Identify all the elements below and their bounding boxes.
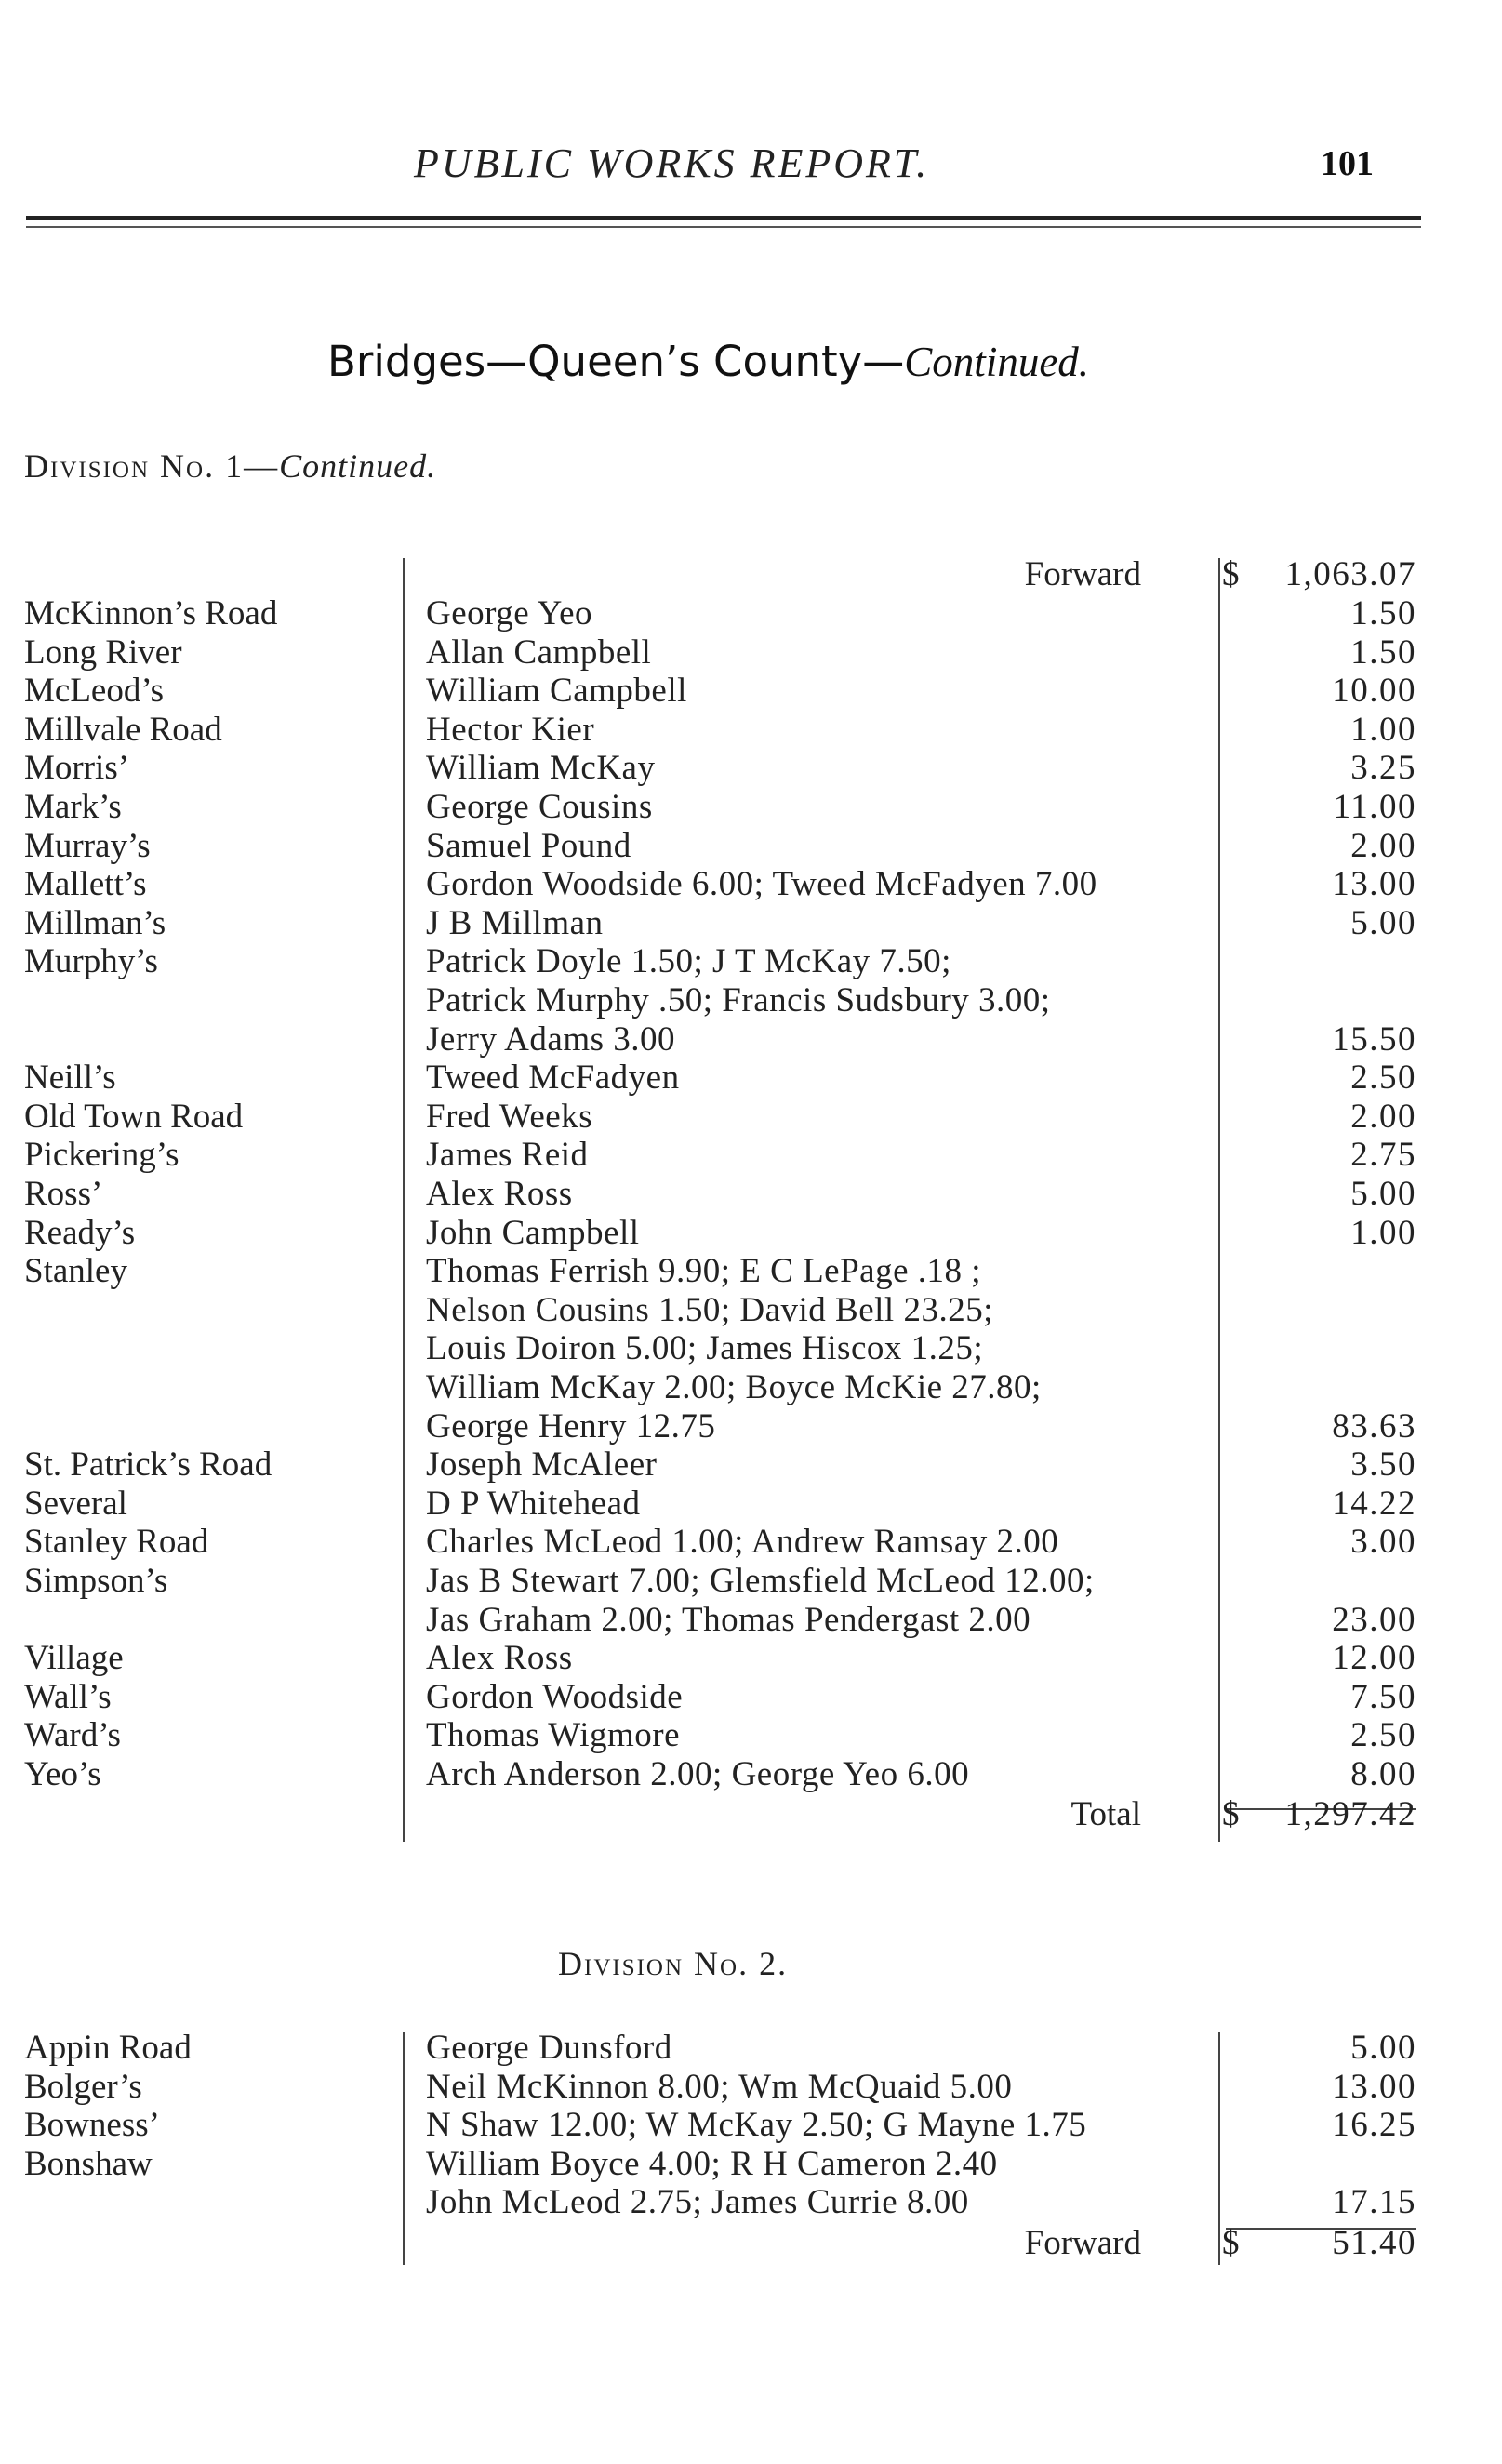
- bridge-name: Yeo’s: [24, 1755, 101, 1793]
- table-row: [0, 1562, 1502, 1601]
- section-title-continued: Continued.: [904, 339, 1090, 385]
- table-row: [0, 1175, 1502, 1214]
- forward-row: [0, 2224, 1502, 2263]
- payee-names: J B Millman: [426, 903, 604, 942]
- bridge-name: Stanley Road: [24, 1523, 209, 1562]
- amount: 1.50: [1350, 633, 1416, 672]
- amount: 3.50: [1350, 1445, 1416, 1485]
- table-row: [0, 1368, 1502, 1407]
- forward-label: Forward: [1024, 555, 1141, 593]
- payee-names: Jerry Adams 3.00: [426, 1019, 675, 1059]
- bridge-name: Ward’s: [24, 1716, 121, 1755]
- table-row: [0, 1059, 1502, 1098]
- payee-names: Charles McLeod 1.00; Andrew Ramsay 2.00: [426, 1523, 1059, 1562]
- bridge-name: Mallett’s: [24, 865, 147, 904]
- amount: 23.00: [1332, 1600, 1416, 1639]
- amount: 14.22: [1332, 1484, 1416, 1523]
- bridge-name: Simpson’s: [24, 1562, 168, 1600]
- amount: 16.25: [1332, 2106, 1416, 2145]
- payee-names: Gordon Woodside 6.00; Tweed McFadyen 7.00: [426, 865, 1097, 904]
- payee-names: Hector Kier: [426, 710, 595, 749]
- amount: 5.00: [1350, 1175, 1416, 1213]
- total-amount: 1,297.42: [1284, 1794, 1416, 1833]
- header-rule: [26, 216, 1421, 220]
- table-row: [0, 1523, 1502, 1562]
- payee-names: Samuel Pound: [426, 826, 631, 865]
- table-row: [0, 749, 1502, 788]
- table-row: [0, 2106, 1502, 2145]
- payee-names: Jas B Stewart 7.00; Glemsfield McLeod 12.00;: [426, 1562, 1095, 1600]
- payee-names: Joseph McAleer: [426, 1445, 658, 1485]
- amount: 5.00: [1350, 903, 1416, 942]
- division-1-continued: Continued.: [279, 447, 437, 485]
- payee-names: Patrick Murphy .50; Francis Sudsbury 3.00;: [426, 981, 1051, 1019]
- section-title: [327, 337, 1089, 386]
- division-2-heading: Division No. 2.: [558, 1945, 789, 1982]
- amount: 12.00: [1332, 1639, 1416, 1678]
- dollar-sign: $: [1222, 2224, 1240, 2262]
- amount: 2.00: [1350, 826, 1416, 865]
- table-row: [0, 1601, 1502, 1640]
- table-row: [0, 1098, 1502, 1137]
- table-row: [0, 711, 1502, 750]
- table-row: [0, 1755, 1502, 1794]
- bridge-name: Bonshaw: [24, 2144, 153, 2183]
- amount: 83.63: [1332, 1406, 1416, 1445]
- payee-names: Jas Graham 2.00; Thomas Pendergast 2.00: [426, 1600, 1031, 1639]
- amount: 3.00: [1350, 1523, 1416, 1562]
- bridge-name: Morris’: [24, 749, 130, 788]
- table-row: [0, 1485, 1502, 1524]
- forward-amount: 1,063.07: [1284, 555, 1416, 593]
- payee-names: Arch Anderson 2.00; George Yeo 6.00: [426, 1755, 970, 1793]
- dollar-sign: $: [1222, 1794, 1240, 1833]
- payee-names: N Shaw 12.00; W McKay 2.50; G Mayne 1.75: [426, 2106, 1087, 2145]
- dollar-sign: $: [1222, 555, 1240, 593]
- table-row: [0, 904, 1502, 943]
- amount: 1.00: [1350, 710, 1416, 749]
- payee-names: D P Whitehead: [426, 1484, 641, 1523]
- bridge-name: Murphy’s: [24, 942, 158, 981]
- bridge-name: Murray’s: [24, 826, 151, 865]
- forward-amount: 51.40: [1332, 2224, 1416, 2262]
- payee-names: William Boyce 4.00; R H Cameron 2.40: [426, 2144, 998, 2183]
- bridge-name: Stanley: [24, 1252, 127, 1291]
- amount: 5.00: [1350, 2029, 1416, 2067]
- payee-names: Louis Doiron 5.00; James Hiscox 1.25;: [426, 1329, 984, 1368]
- page-number: 101: [1321, 144, 1374, 183]
- bridge-name: Bowness’: [24, 2106, 160, 2145]
- table-row: [0, 1678, 1502, 1717]
- payee-names: William Campbell: [426, 672, 687, 711]
- table-row: [0, 788, 1502, 827]
- table-row: [0, 1407, 1502, 1446]
- bridge-name: Ross’: [24, 1175, 103, 1213]
- amount: 2.00: [1350, 1097, 1416, 1136]
- bridge-name: St. Patrick’s Road: [24, 1445, 272, 1485]
- payee-names: Alex Ross: [426, 1175, 573, 1213]
- bridge-name: Mark’s: [24, 788, 122, 826]
- amount: 8.00: [1350, 1755, 1416, 1793]
- payee-names: Allan Campbell: [426, 633, 652, 672]
- total-row: [0, 1795, 1502, 1834]
- bridge-name: Neill’s: [24, 1059, 116, 1098]
- table-row: [0, 981, 1502, 1020]
- table-row: [0, 2068, 1502, 2107]
- payee-names: Nelson Cousins 1.50; David Bell 23.25;: [426, 1290, 993, 1329]
- payee-names: James Reid: [426, 1136, 589, 1175]
- table-row: [0, 1214, 1502, 1253]
- table-row: [0, 672, 1502, 711]
- bridge-name: McKinnon’s Road: [24, 594, 278, 633]
- division-1-heading: [24, 446, 436, 486]
- table-row: [0, 633, 1502, 673]
- table-row: [0, 2145, 1502, 2184]
- payee-names: Neil McKinnon 8.00; Wm McQuaid 5.00: [426, 2067, 1013, 2106]
- table-row: [0, 827, 1502, 866]
- table-row: [0, 2029, 1502, 2068]
- bridge-name: Long River: [24, 633, 182, 672]
- section-title-main: Bridges—Queen’s County—: [327, 337, 905, 386]
- table-row: [0, 1445, 1502, 1485]
- table-row: [0, 1136, 1502, 1175]
- payee-names: John McLeod 2.75; James Currie 8.00: [426, 2183, 969, 2222]
- table-row: [0, 865, 1502, 904]
- table-row: [0, 2183, 1502, 2222]
- bridge-name: Old Town Road: [24, 1097, 244, 1136]
- bridge-name: Village: [24, 1639, 124, 1678]
- payee-names: George Yeo: [426, 594, 593, 633]
- payee-names: George Cousins: [426, 788, 653, 826]
- amount: 15.50: [1332, 1019, 1416, 1059]
- table-row: [0, 1291, 1502, 1330]
- payee-names: George Dunsford: [426, 2029, 672, 2067]
- table-row: [0, 1329, 1502, 1368]
- amount: 3.25: [1350, 749, 1416, 788]
- bridge-name: Wall’s: [24, 1677, 112, 1716]
- table-row: [0, 1716, 1502, 1755]
- bridge-name: McLeod’s: [24, 672, 165, 711]
- total-label: Total: [1070, 1794, 1141, 1833]
- header-rule-thin: [26, 226, 1421, 228]
- amount: 2.75: [1350, 1136, 1416, 1175]
- amount: 11.00: [1333, 788, 1416, 826]
- table-row: [0, 1252, 1502, 1291]
- payee-names: John Campbell: [426, 1213, 640, 1252]
- table-row: [0, 942, 1502, 981]
- amount: 17.15: [1332, 2183, 1416, 2222]
- payee-names: Alex Ross: [426, 1639, 573, 1678]
- table-row: [0, 1020, 1502, 1059]
- payee-names: William McKay: [426, 749, 656, 788]
- division-1-label: Division No. 1—: [24, 447, 280, 485]
- bridge-name: Several: [24, 1484, 127, 1523]
- amount: 2.50: [1350, 1716, 1416, 1755]
- amount: 10.00: [1332, 672, 1416, 711]
- running-title: PUBLIC WORKS REPORT.: [414, 140, 930, 186]
- payee-names: Fred Weeks: [426, 1097, 593, 1136]
- amount: 7.50: [1350, 1677, 1416, 1716]
- bridge-name: Appin Road: [24, 2029, 192, 2067]
- amount: 13.00: [1332, 2067, 1416, 2106]
- payee-names: Patrick Doyle 1.50; J T McKay 7.50;: [426, 942, 951, 981]
- payee-names: William McKay 2.00; Boyce McKie 27.80;: [426, 1368, 1042, 1406]
- table-row: [0, 594, 1502, 633]
- bridge-name: Millman’s: [24, 903, 166, 942]
- amount: 1.50: [1350, 594, 1416, 633]
- bridge-name: Millvale Road: [24, 710, 222, 749]
- payee-names: Tweed McFadyen: [426, 1059, 680, 1098]
- forward-row: [0, 555, 1502, 594]
- payee-names: Thomas Wigmore: [426, 1716, 681, 1755]
- bridge-name: Pickering’s: [24, 1136, 179, 1175]
- amount: 13.00: [1332, 865, 1416, 904]
- bridge-name: Ready’s: [24, 1213, 136, 1252]
- payee-names: Thomas Ferrish 9.90; E C LePage .18 ;: [426, 1252, 982, 1291]
- forward-label: Forward: [1024, 2224, 1141, 2262]
- amount: 1.00: [1350, 1213, 1416, 1252]
- payee-names: George Henry 12.75: [426, 1406, 716, 1445]
- payee-names: Gordon Woodside: [426, 1677, 684, 1716]
- bridge-name: Bolger’s: [24, 2067, 142, 2106]
- table-row: [0, 1639, 1502, 1678]
- amount: 2.50: [1350, 1059, 1416, 1098]
